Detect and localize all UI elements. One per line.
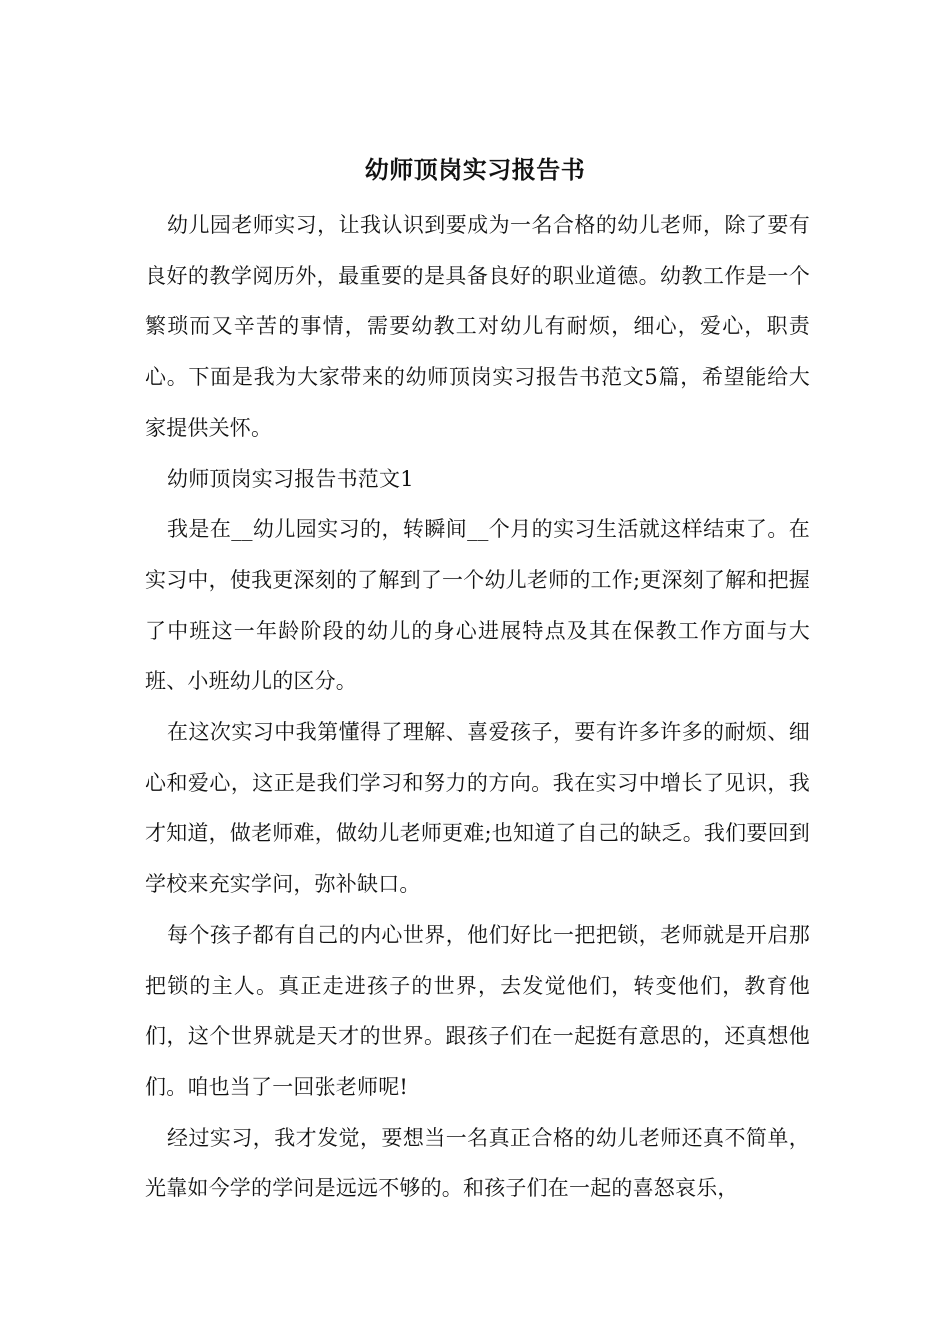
paragraph-intro: 幼儿园老师实习，让我认识到要成为一名合格的幼儿老师，除了要有良好的教学阅历外，最重要的是具备良好的职业道德。幼教工作是一个繁琐而又辛苦的事情，需要幼教工对幼儿有耐烦，细心，爱心，职责心。下面是我为大家带来的幼师顶岗实习报告书范文5篇，希望能给大家提供关怀。	[145, 213, 810, 440]
paragraph: 每个孩子都有自己的内心世界，他们好比一把把锁，老师就是开启那把锁的主人。真正走进孩子的世界，去发觉他们，转变他们，教育他们，这个世界就是天才的世界。跟孩子们在一起挺有意思的，还真想他们。咱也当了一回张老师呢!	[145, 922, 810, 1099]
document-title: 幼师顶岗实习报告书	[364, 156, 586, 184]
paragraph: 我是在__幼儿园实习的，转瞬间__个月的实习生活就这样结束了。在实习中，使我更深刻的了解到了一个幼儿老师的工作;更深刻了解和把握了中班这一年龄阶段的幼儿的身心进展特点及其在保教工作方面与大班、小班幼儿的区分。	[145, 517, 810, 694]
paragraph: 经过实习，我才发觉，要想当一名真正合格的幼儿老师还真不简单，光靠如今学的学问是远远不够的。和孩子们在一起的喜怒哀乐，	[145, 1125, 810, 1201]
section-heading: 幼师顶岗实习报告书范文1	[167, 466, 414, 491]
paragraph: 在这次实习中我第懂得了理解、喜爱孩子，要有许多许多的耐烦、细心和爱心，这正是我们学习和努力的方向。我在实习中增长了见识，我才知道，做老师难，做幼儿老师更难;也知道了自己的缺乏。我们要回到学校来充实学问，弥补缺口。	[145, 720, 810, 897]
document-body	[145, 200, 810, 1214]
